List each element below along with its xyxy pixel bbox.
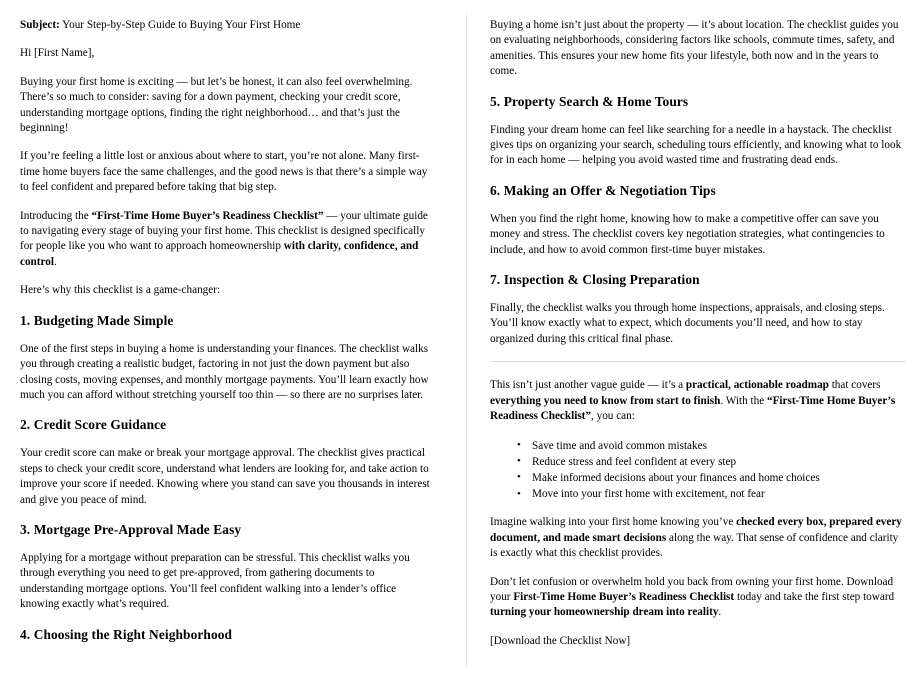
imagine-part1: Imagine walking into your first home knowing you’ve (490, 516, 737, 529)
summary-bold-checklist-name: “First-Time Home Buyer’s Readiness Checklist” (490, 394, 896, 423)
cta-part3: . (718, 606, 722, 619)
cta-bold-dream: turning your homeownership dream into reality (490, 606, 719, 619)
imagine-paragraph (490, 515, 905, 561)
right-column (467, 0, 924, 679)
introducing-paragraph (20, 209, 438, 271)
summary-part1: This isn’t just another vague guide — it’s a (490, 379, 686, 392)
section-body-1: One of the first steps in buying a home is understanding your finances. The checklist walks you through creating a realistic budget, factoring in not just the down payment but also closing costs, moving expenses, and monthly mortgage payments. You’ll learn exactly how much you can afford without stretching yourself too thin — so there are no surprises later. (20, 342, 429, 401)
summary-part2: that covers (828, 379, 881, 392)
download-link[interactable]: [Download the Checklist Now] (490, 634, 631, 647)
summary-bold-everything: everything you need to know from start to finish (490, 394, 721, 407)
section-body-7: Finally, the checklist walks you through home inspections, appraisals, and closing steps. You’ll know exactly what to expect, which documents you’ll need, and how to stay organized during this critical final phase. (490, 302, 885, 345)
checklist-name: “First-Time Home Buyer’s Readiness Checklist” (91, 209, 324, 222)
intro-paragraph: Buying your first home is exciting — but let’s be honest, it can also feel overwhelming. There’s so much to consider: saving for a down payment, checking your credit score, understanding mortgage options, finding the right neighborhood… and that’s just the beginning! (20, 75, 413, 135)
call-to-action-paragraph (490, 575, 905, 621)
section-heading-7: 7. Inspection & Closing Preparation (490, 272, 700, 288)
section-body-5: Finding your dream home can feel like searching for a needle in a haystack. The checklist gives tips on organizing your search, scheduling tours efficiently, and knowing what to look for in each home — helping you avoid wasted time and frustrating dead ends. (490, 123, 902, 167)
subject-line (20, 18, 438, 33)
greeting: Hi [First Name], (20, 47, 95, 60)
imagine-bold: checked every box, prepared every document, and made smart decisions (490, 516, 902, 544)
section-divider-rule (490, 361, 905, 362)
list-item: • Make informed decisions about your finances and home choices (517, 470, 905, 486)
introducing-tail: . (53, 255, 57, 268)
benefits-list (490, 438, 905, 503)
introducing-emphasis: with clarity, confidence, and control (20, 240, 419, 268)
introducing-lead-in: Introducing the (20, 209, 92, 222)
subject-text: Your Step-by-Step Guide to Buying Your First Home (59, 19, 301, 31)
cta-part1: Don’t let confusion or overwhelm hold you back from owning your first home. Download your (490, 575, 894, 603)
transition-line: Here’s why this checklist is a game-changer: (20, 284, 221, 297)
section-body-3: Applying for a mortgage without preparation can be stressful. This checklist walks you through everything you need to get pre-approved, from gathering documents to understanding mortgage options. You’ll feel confident walking into a lender’s office knowing exactly what’s required. (20, 551, 410, 611)
summary-paragraph (490, 378, 905, 424)
reassurance-paragraph: If you’re feeling a little lost or anxious about where to start, you’re not alone. Many first-time home buyers face the same challenges, and the good news is that there’s a simple way to feel confident and prepared before taking that big step. (20, 150, 428, 194)
list-item: • Reduce stress and feel confident at every step (517, 454, 905, 470)
section-body-2: Your credit score can make or break your mortgage approval. The checklist gives practical steps to check your credit score, understand what lenders are looking for, and take action to improve your score if needed. Knowing where you stand can save you thousands in interest and give you peace of mind. (20, 447, 430, 506)
subject-label: Subject: (20, 19, 60, 31)
list-item: • Save time and avoid common mistakes (517, 438, 905, 454)
summary-part4: , you can: (591, 410, 635, 423)
section-heading-1: 1. Budgeting Made Simple (20, 312, 174, 328)
list-item: • Move into your first home with excitement, not fear (517, 486, 905, 502)
summary-bold-roadmap: practical, actionable roadmap (685, 379, 829, 392)
cta-bold-checklist: First-Time Home Buyer’s Readiness Checklist (513, 590, 735, 603)
section-heading-6: 6. Making an Offer & Negotiation Tips (490, 182, 716, 198)
section-body-4: Buying a home isn’t just about the property — it’s about location. The checklist guides you on evaluating neighborhoods, considering factors like schools, commute times, safety, and amenities. This ensures your new home fits your lifestyle, both now and in the years to come. (490, 19, 899, 78)
section-heading-2: 2. Credit Score Guidance (20, 417, 167, 433)
section-heading-3: 3. Mortgage Pre-Approval Made Easy (20, 521, 242, 537)
section-heading-4: 4. Choosing the Right Neighborhood (20, 626, 233, 642)
imagine-part2: along the way. That sense of confidence and clarity is exactly what this checklist provides. (490, 531, 899, 560)
cta-part2: today and take the first step toward (734, 590, 895, 603)
introducing-middle: — your ultimate guide to navigating every stage of buying your first home. This checklist is designed specifically for people like you who want to approach homeownership (20, 209, 428, 253)
section-heading-5: 5. Property Search & Home Tours (490, 93, 689, 109)
section-body-6: When you find the right home, knowing how to make a competitive offer can save you money and stress. The checklist covers key negotiation strategies, what contingencies to include, and how to avoid common first-time buyer mistakes. (490, 212, 885, 256)
summary-part3: . With the (720, 394, 767, 407)
